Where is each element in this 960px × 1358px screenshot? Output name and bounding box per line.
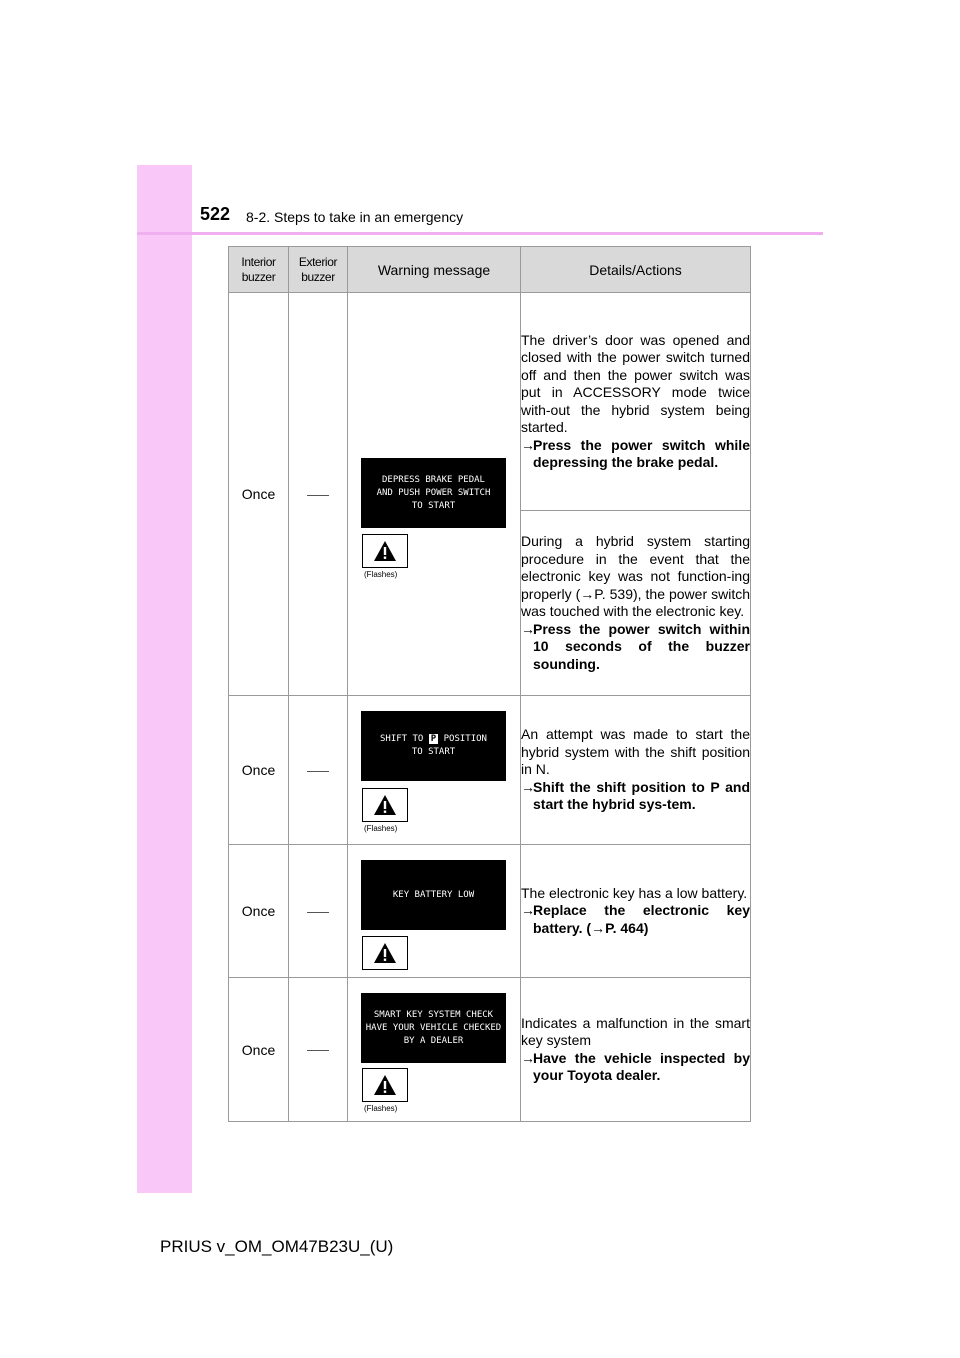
message-display (361, 860, 506, 930)
warning-icon-box (362, 534, 408, 568)
header-rule (137, 232, 823, 235)
warning-message-cell (348, 845, 521, 978)
details-cell (521, 511, 751, 696)
interior-buzzer-cell: Once (229, 978, 289, 1122)
action (521, 779, 750, 814)
details-text: The electronic key has a low battery. (521, 884, 748, 901)
header-details-actions: Details/Actions (521, 247, 751, 293)
action-text: Shift the shift position to P and start the hybrid sys-tem. (533, 778, 750, 813)
warning-message-cell (348, 978, 521, 1122)
details-text: During a hybrid system starting procedure in the event that the electronic key was not function-ing properly (→P. 539), the power switch was touched with the electronic key. (521, 533, 750, 620)
display-line: BY A DEALER (403, 1035, 464, 1046)
action-text: Have the vehicle inspected by your Toyota dealer. (533, 1049, 750, 1083)
display-line: TO START (411, 747, 456, 757)
action-text: Press the power switch while depressing the brake pedal. (533, 436, 750, 471)
action (521, 1050, 750, 1085)
warning-message-cell (348, 696, 521, 845)
warning-icon-box (362, 1068, 408, 1102)
details-text: An attempt was made to start the hybrid system with the shift position in N. (521, 726, 750, 778)
display-line (361, 733, 506, 746)
action-text: Replace the electronic key battery. (→P. 464) (533, 902, 750, 936)
details-cell (521, 845, 751, 978)
warning-triangle-icon (373, 540, 397, 562)
display-text: POSITION (443, 734, 487, 744)
display-line: AND PUSH POWER SWITCH (376, 487, 491, 498)
warning-icon-box (362, 788, 408, 822)
details-text: The driver’s door was opened and closed with the power switch turned off and then the power switch was put in ACCESSORY mode twice with-out the hybrid system being started. (521, 331, 750, 436)
exterior-buzzer-cell (289, 696, 348, 845)
interior-buzzer-cell: Once (229, 293, 289, 696)
display-line: KEY BATTERY LOW (392, 889, 475, 900)
message-display (361, 993, 506, 1063)
message-display (361, 711, 506, 781)
arrow-icon: → (521, 1049, 535, 1066)
header-interior-buzzer: Interior buzzer (229, 247, 289, 293)
exterior-buzzer-cell (289, 293, 348, 696)
details-cell (521, 696, 751, 845)
warning-message-cell (348, 293, 521, 696)
chapter-tab (137, 165, 192, 1193)
arrow-icon: → (521, 902, 535, 919)
arrow-icon: → (521, 620, 535, 637)
action (521, 902, 750, 937)
details-text: Indicates a malfunction in the smart key system (521, 1014, 750, 1048)
table-row (229, 293, 751, 511)
interior-buzzer-cell: Once (229, 845, 289, 978)
action (521, 621, 750, 674)
exterior-buzzer-cell (289, 845, 348, 978)
message-display (361, 458, 506, 528)
table-row (229, 978, 751, 1122)
warning-triangle-icon (373, 942, 397, 964)
dash (307, 912, 329, 913)
details-cell (521, 293, 751, 511)
warning-table (228, 246, 751, 1122)
dash (307, 771, 329, 772)
display-line: TO START (411, 500, 456, 511)
page-number: 522 (200, 204, 231, 224)
details-cell (521, 978, 751, 1122)
interior-buzzer-cell: Once (229, 696, 289, 845)
table-row (229, 845, 751, 978)
flashes-label: (Flashes) (364, 1104, 398, 1113)
action (521, 437, 750, 472)
section-title: 8-2. Steps to take in an emergency (246, 209, 464, 225)
display-line: SMART KEY SYSTEM CHECK (373, 1009, 494, 1020)
header-exterior-buzzer: Exterior buzzer (289, 247, 348, 293)
dash (307, 495, 329, 496)
footer-code: PRIUS v_OM_OM47B23U_(U) (160, 1237, 394, 1256)
table-row (229, 696, 751, 845)
warning-triangle-icon (373, 794, 397, 816)
warning-triangle-icon (373, 1074, 397, 1096)
action-text: Press the power switch within 10 seconds of the buzzer sounding. (533, 620, 750, 672)
arrow-icon: → (521, 778, 535, 795)
display-text: SHIFT TO (380, 734, 424, 744)
header-row (229, 247, 751, 293)
flashes-label: (Flashes) (364, 824, 398, 833)
p-position-icon: P (430, 734, 437, 744)
arrow-icon: → (521, 436, 535, 453)
dash (307, 1050, 329, 1051)
header-warning-message: Warning message (348, 247, 521, 293)
flashes-label: (Flashes) (364, 570, 398, 579)
display-line: DEPRESS BRAKE PEDAL (382, 474, 485, 485)
exterior-buzzer-cell (289, 978, 348, 1122)
display-line: HAVE YOUR VEHICLE CHECKED (365, 1022, 502, 1033)
warning-icon-box (362, 936, 408, 970)
